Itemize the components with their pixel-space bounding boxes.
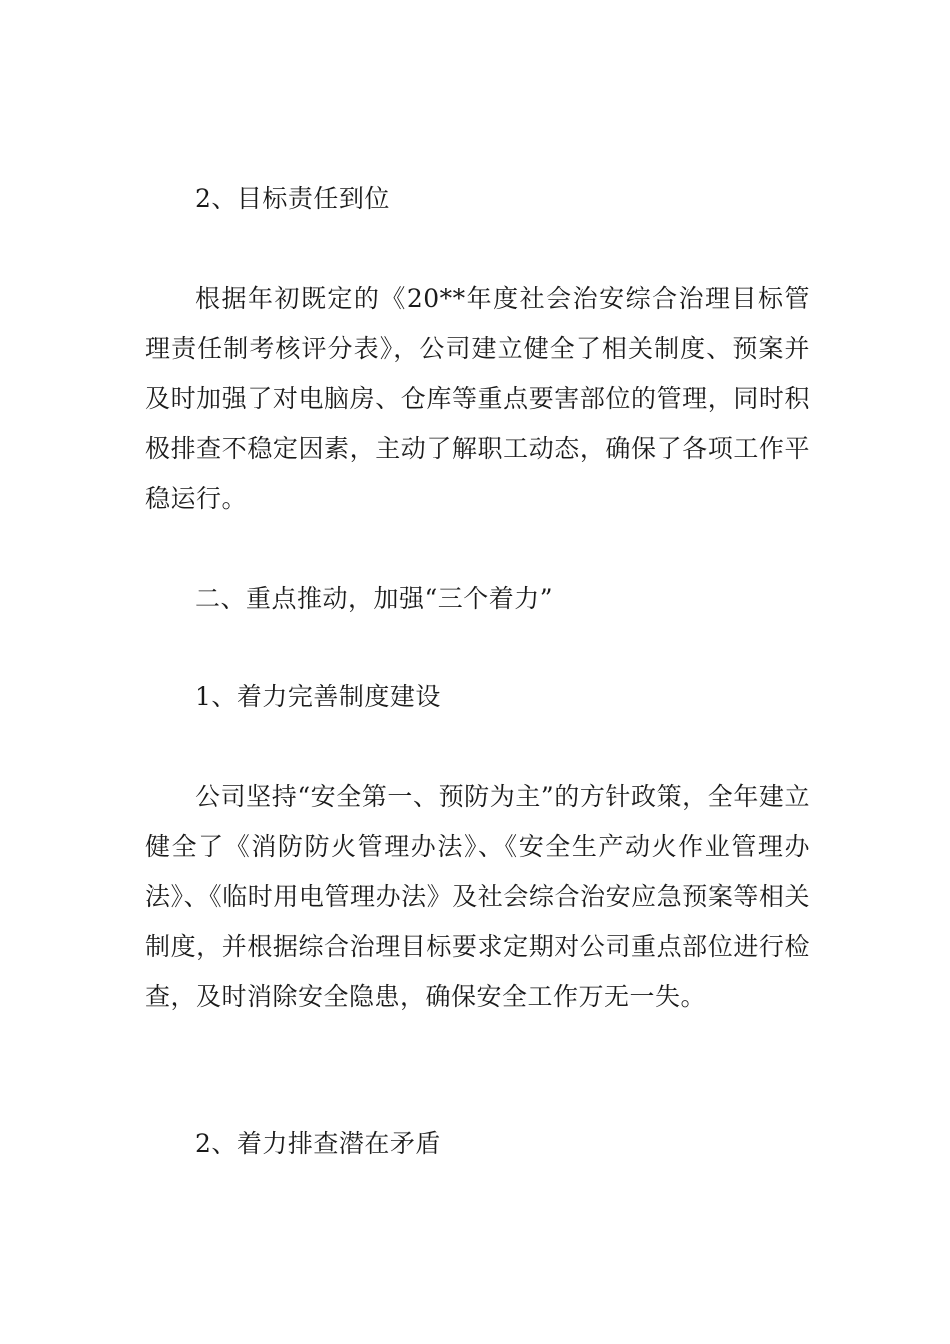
paragraph-system-building: 公司坚持“安全第一、预防为主”的方针政策，全年建立健全了《消防防火管理办法》、《安全生产动火作业管理办法》、《临时用电管理办法》及社会综合治安应急预案等相关制度，并根据综合治理目标要求定期对公司重点部位进行检查，及时消除安全隐患，确保安全工作万无一失。 — [145, 782, 810, 1011]
section-heading-system-building: 1、着力完善制度建设 — [195, 682, 441, 711]
paragraph-target-responsibility: 根据年初既定的《20**年度社会治安综合治理目标管理责任制考核评分表》，公司建立健全了相关制度、预案并及时加强了对电脑房、仓库等重点要害部位的管理，同时积极排查不稳定因素，主动了解职工动态，确保了各项工作平稳运行。 — [145, 284, 810, 513]
section-heading-target-responsibility: 2、目标责任到位 — [195, 184, 390, 213]
section-heading-key-promotion: 二、重点推动，加强“三个着力” — [195, 584, 554, 613]
section-heading-investigate-conflicts: 2、着力排查潜在矛盾 — [195, 1129, 441, 1158]
